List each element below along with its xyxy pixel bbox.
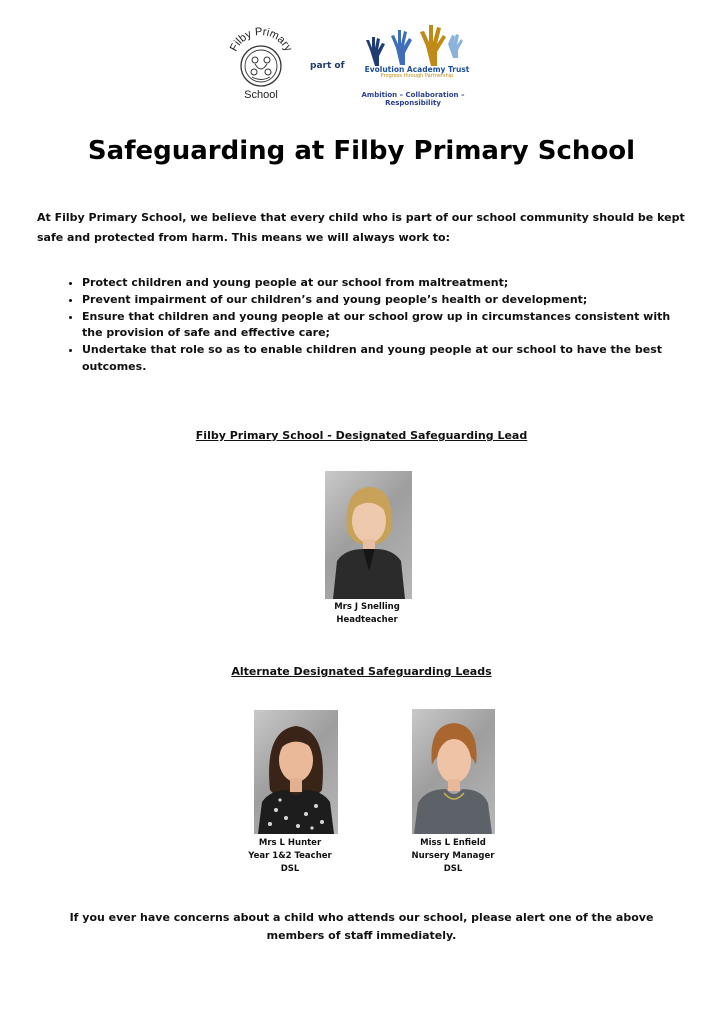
person-name: Mrs L Hunter — [258, 838, 322, 848]
svg-text:School: School — [244, 89, 278, 101]
dsl-photo — [325, 471, 412, 599]
alternate-dsl-photo — [412, 709, 495, 834]
intro-paragraph: At Filby Primary School, we believe that every child who is part of our school community should be kept safe and protected from harm. This means we will always work to: — [37, 211, 685, 244]
person-role: Nursery Manager — [411, 851, 495, 861]
person-tag: DSL — [443, 864, 463, 874]
dsl-name: Mrs J Snelling — [334, 602, 400, 612]
school-logo — [228, 22, 294, 102]
dsl-heading: Filby Primary School - Designated Safeguarding Lead — [195, 429, 528, 442]
page-title: Safeguarding at Filby Primary School — [87, 136, 636, 166]
list-item: • Undertake that role so as to enable children and young people at our school to have the best outcomes. — [82, 342, 682, 376]
alternate-dsl-heading: Alternate Designated Safeguarding Leads — [231, 665, 492, 678]
trust-tagline: Progress through Partnership — [380, 73, 454, 79]
alternate-dsl-caption — [395, 837, 511, 876]
footer-note: If you ever have concerns about a child who attends our school, please alert one of the above members of staff immediately. — [69, 911, 654, 942]
alternate-dsl-photo — [254, 710, 338, 834]
trust-name: Evolution Academy Trust — [364, 65, 470, 74]
list-item: • Prevent impairment of our children’s and young people’s health or development; — [82, 292, 682, 309]
dsl-caption — [300, 601, 434, 627]
trust-motto: Ambition – Collaboration – Responsibility — [361, 91, 465, 107]
dsl-role: Headteacher — [336, 615, 398, 625]
list-item: • Ensure that children and young people at our school grow up in circumstances consistent with the provision of safe and effective care; — [82, 309, 682, 343]
person-name: Miss L Enfield — [420, 838, 486, 848]
person-role: Year 1&2 Teacher — [248, 851, 332, 861]
part-of-label: part of — [310, 61, 345, 71]
list-item: • Protect children and young people at our school from maltreatment; — [82, 275, 682, 292]
svg-text:Filby Primary: Filby Primary — [228, 25, 294, 54]
aims-list — [62, 275, 682, 376]
person-tag: DSL — [280, 864, 300, 874]
alternate-dsl-caption — [232, 837, 348, 876]
